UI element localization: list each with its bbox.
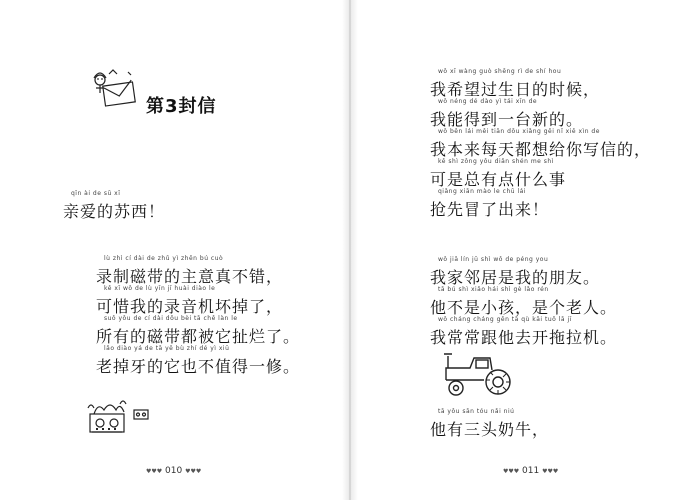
gutter-shadow-left [342,0,349,500]
tractor-icon [440,350,520,398]
gutter-shadow-right [351,0,358,500]
chinese-text: 可是总有点什么事 [430,170,567,189]
pinyin: kě shì zǒng yǒu diǎn shén me shì [438,158,554,165]
pinyin: lù zhì cí dài de zhǔ yì zhēn bú cuò [104,255,224,262]
pinyin: qīn ài de sū xī [71,190,121,197]
chinese-text: 我本来每天都想给你写信的， [430,140,652,159]
pinyin: wǒ xī wàng guò shēng rì de shí hou [438,68,562,75]
chinese-text: 所有的磁带都被它扯烂了。 [96,327,301,346]
page-number: 010 [165,466,183,476]
chinese-text: 我希望过生日的时候， [430,80,601,99]
tape-recorder-icon [84,394,154,436]
pinyin: suǒ yǒu de cí dài dōu bèi tā chě làn le [104,315,238,322]
pinyin: tā bú shì xiǎo hái shì gè lǎo rén [438,286,549,293]
letter-title: 第3封信 [146,96,217,117]
pinyin: tā yǒu sān tóu nǎi niú [438,408,515,415]
page-number-left [146,466,201,476]
pinyin: wǒ néng dé dào yì tái xīn de [438,98,538,105]
heart-ornament: ♥♥♥ [542,468,559,475]
chinese-text: 我家邻居是我的朋友。 [430,268,601,287]
page-number: 011 [522,466,540,476]
page-number-right [503,466,558,476]
heart-ornament: ♥♥♥ [185,468,202,475]
girl-envelope-icon [88,66,142,110]
pinyin: qiǎng xiān mào le chū lái [438,188,526,195]
pinyin: lǎo diào yá de tā yě bù zhí dé yì xiū [104,345,230,352]
heart-ornament: ♥♥♥ [503,468,520,475]
chinese-text: 老掉牙的它也不值得一修。 [96,357,301,376]
pinyin: kě xī wǒ de lù yīn jī huài diào le [104,285,216,292]
heart-ornament: ♥♥♥ [146,468,163,475]
chinese-text: 他有三头奶牛， [430,420,550,439]
chinese-text: 我常常跟他去开拖拉机。 [430,328,618,347]
chinese-text: 录制磁带的主意真不错， [96,267,284,286]
chinese-text: 我能得到一台新的。 [430,110,584,129]
pinyin: wǒ cháng cháng gēn tā qù kāi tuō lā jī [438,316,572,323]
chinese-text: 抢先冒了出来！ [430,200,550,219]
greeting-text: 亲爱的苏西！ [63,202,166,221]
chinese-text: 他不是小孩，是个老人。 [430,298,618,317]
chinese-text: 可惜我的录音机坏掉了， [96,297,284,316]
pinyin: wǒ jiā lín jū shì wǒ de péng you [438,256,549,263]
pinyin: wǒ běn lái měi tiān dōu xiǎng gěi nǐ xiě xìn de [438,128,600,135]
